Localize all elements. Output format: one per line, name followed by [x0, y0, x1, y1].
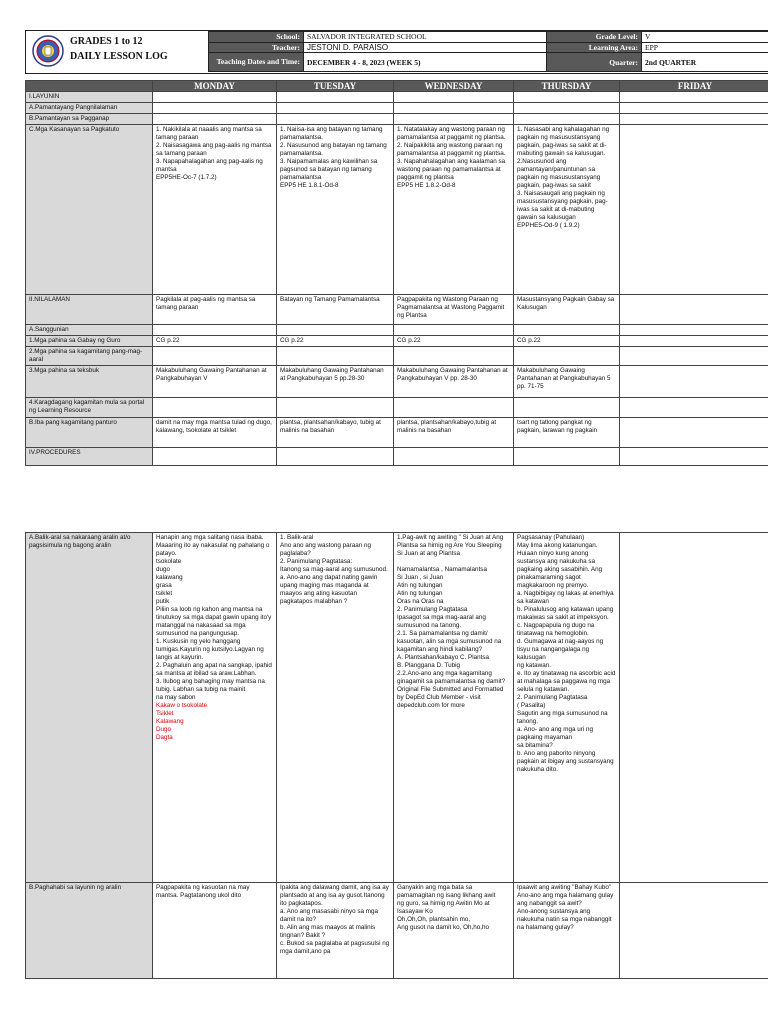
cell-thursday [514, 398, 620, 418]
teacher-value: JESTONI D. PARAISO [304, 42, 547, 53]
header-title-block [26, 31, 209, 71]
cell-wednesday: CG p.22 [394, 336, 514, 347]
row-label: 2.Mga pahina sa kagamitang pang-mag-aaral [26, 347, 153, 366]
cell-thursday [514, 92, 620, 103]
cell-friday [620, 295, 768, 325]
row-label: A.Pamantayang Pangnilalaman [26, 103, 153, 114]
row-label: I.LAYUNIN [26, 92, 153, 103]
cell-tuesday [277, 103, 394, 114]
day-header-monday: MONDAY [153, 81, 277, 92]
row-label: B.Paghahabi sa layunin ng aralin [26, 883, 153, 979]
quarter-value: 2nd QUARTER [642, 53, 768, 72]
day-header-wednesday: WEDNESDAY [394, 81, 514, 92]
cell-friday [620, 533, 768, 883]
table-row [26, 125, 768, 295]
table-row [26, 336, 768, 347]
cell-tuesday [277, 114, 394, 125]
cell-monday [153, 92, 277, 103]
table-row [26, 418, 768, 448]
cell-friday [620, 92, 768, 103]
learning-area-value: EPP [642, 42, 768, 53]
table-row [26, 533, 768, 883]
deped-seal-icon [32, 35, 64, 67]
monday-answer-5: Dagta [156, 734, 173, 741]
cell-friday [620, 418, 768, 448]
lesson-log-table-page2 [25, 532, 768, 979]
row-label: B.Iba pang kagamitang panturo [26, 418, 153, 448]
grade-level-value: V [642, 32, 768, 43]
cell-thursday [514, 448, 620, 466]
cell-tuesday: Ipakita ang dalawang damit, ang isa ay plantsado at ang isa ay gusot.Itanong ito pagkatapos. a. Ano ang masasabi ninyo sa mga damit na ito? b. Alin ang mas maayos at malinis tingnan? Bakit ? c. Bukod sa paglalaba at pagsusulsi ng mga damit,ano pa [277, 883, 394, 979]
monday-activity-text: Hanapin ang mga salitang nasa ibaba. Maaaring ito ay nakasulat ng pahalang o patayo. tsokolate dugo kalawang grasa tsiklet putik Piliin sa loob ng kahon ang mantsa na tinutukoy sa mga dapat gawin upang ito'y matanggal na nakasaad sa mga sumusunod na pangungusap. 1. Kuskusin ng yelo hanggang tumigas.Kayurin ng kutsilyo.Lagyan ng langis at kayurin. 2. Paghaluin ang apat na sangkap, ipahid sa mantsa at ibilad sa araw.Labhan. 3. Ilubog ang bahaging may mantsa na tubig. Labhan sa tubig na mainit na may sabon [156, 534, 272, 701]
cell-tuesday: Makabuluhang Gawaing Pantahanan at Pangkabuhayan 5 pp.28-30 [277, 366, 394, 398]
cell-monday [153, 114, 277, 125]
cell-monday: Pagkilala at pag-aalis ng mantsa sa tamang paraan [153, 295, 277, 325]
teaching-dates-value: DECEMBER 4 - 8, 2023 (WEEK 5) [304, 53, 547, 72]
cell-tuesday [277, 448, 394, 466]
day-header-thursday: THURSDAY [514, 81, 620, 92]
cell-friday [620, 114, 768, 125]
school-label: School: [209, 32, 304, 43]
learning-area-label: Learning Area: [547, 42, 642, 53]
cell-wednesday: 1.Pag-awit ng awiting " Si Juan at Ang Plantsa sa himig ng Are You Sleeping Si Juan at ang Plantsa Namamalantsa , Namamalantsa Si Juan , si Juan Atin ng tulungan Atin ng tulungan Oras na Oras na 2. Panimulang Pagtatasa Ipasagot sa mga mag-aaral ang sumusunod na tanong. 2.1. Sa pamamalantsa ng damit/ kasuotan, alin sa mga sumusunod na kagamitan ang hindi kabilang? A. Plantsahan/kabayo C. Plantsa B. Planggana D. Tubig 2.2.Ano-ano ang mga kagamitang ginagamit sa pamamalantsa ng damit? Original File Submitted and Formatted by DepEd Club Member - visit depedclub.com for more [394, 533, 514, 883]
cell-tuesday [277, 347, 394, 366]
table-row [26, 103, 768, 114]
cell-monday [153, 398, 277, 418]
cell-friday [620, 336, 768, 347]
monday-answer-4: Dugo [156, 726, 172, 733]
cell-wednesday [394, 347, 514, 366]
cell-friday [620, 883, 768, 979]
cell-monday [153, 533, 277, 883]
cell-wednesday [394, 398, 514, 418]
teaching-dates-label: Teaching Dates and Time: [209, 53, 304, 72]
table-row [26, 366, 768, 398]
cell-tuesday: Batayan ng Tamang Pamamalantsa [277, 295, 394, 325]
cell-thursday [514, 325, 620, 336]
cell-monday: Pagpapakita ng kasuotan na may mantsa. Pagtatanong ukol dito [153, 883, 277, 979]
table-row [26, 295, 768, 325]
row-label: C.Mga Kasanayan sa Pagkatuto [26, 125, 153, 295]
cell-wednesday [394, 103, 514, 114]
row-label: 1.Mga pahina sa Gabay ng Guro [26, 336, 153, 347]
cell-thursday: CG p.22 [514, 336, 620, 347]
table-row [26, 347, 768, 366]
table-row [26, 448, 768, 466]
cell-friday [620, 448, 768, 466]
day-header-row [26, 81, 768, 92]
cell-tuesday: 1. Naiisa-isa ang batayan ng tamang pamamalantsa. 2. Nasusunod ang batayan ng tamang pamamalantsa. 3. Naipamamalas ang kawilihan sa pagsunod sa batayan ng tamang pamamalantsa EPP5 HE 1.8.1-Od-8 [277, 125, 394, 295]
quarter-label: Quarter: [547, 53, 642, 72]
cell-thursday: 1. Nasasabi ang kahalagahan ng pagkain ng masusustansyang pagkain, pag-iwas sa sakit at di-mabuting gawain sa kalusugan. 2.Nasusunod ang pamantayan/panuntunan sa pagkain ng masusustansyang pagkain, pag-iwas sa sakit 3. Naisasaugali ang pagkain ng masusustansyang pagkain, pag-iwas sa sakit at di-mabuting gawain sa kalusugan EPPHE5-Od-9 ( 1.9.2) [514, 125, 620, 295]
monday-answer-1: Kakaw o tsokolate [156, 702, 208, 709]
cell-monday [153, 347, 277, 366]
cell-wednesday: plantsa, plantsahan/kabayo,tubig at malinis na basahan [394, 418, 514, 448]
cell-monday: CG p.22 [153, 336, 277, 347]
row-label: II.NILALAMAN [26, 295, 153, 325]
row-label: 4.Karagdagang kagamitan mula sa portal ng Learning Resource [26, 398, 153, 418]
cell-thursday: Masustansyang Pagkain Gabay sa Kalusugan [514, 295, 620, 325]
cell-wednesday [394, 325, 514, 336]
cell-thursday: Makabuluhang Gawaing Pantahanan at Pangkabuhayan 5 pp. 71-75 [514, 366, 620, 398]
row-label: 3.Mga pahina sa teksbuk [26, 366, 153, 398]
lesson-log-header [25, 30, 768, 74]
cell-tuesday: 1. Balik-aral Ano ano ang wastong paraan ng paglalaba? 2. Panimulang Pagtatasa: Itanong sa mag-aaral ang sumusunod. a. Ano-ano ang dapat nating gawin upang maging mas maganda at maayos ang ating kasuotan pagkatapos malabhan ? [277, 533, 394, 883]
cell-thursday: tsart ng tatlong pangkat ng pagkain, larawan ng pagkain [514, 418, 620, 448]
grade-level-label: Grade Level: [547, 32, 642, 43]
cell-friday [620, 347, 768, 366]
header-info-table [208, 31, 768, 72]
cell-monday [153, 448, 277, 466]
cell-tuesday: CG p.22 [277, 336, 394, 347]
cell-wednesday: Makabuluhang Gawaing Pantahanan at Pangkabuhayan V pp. 28-30 [394, 366, 514, 398]
cell-wednesday [394, 114, 514, 125]
cell-friday [620, 103, 768, 114]
day-header-blank [26, 81, 153, 92]
cell-thursday [514, 103, 620, 114]
table-row [26, 883, 768, 979]
table-row [26, 325, 768, 336]
monday-answer-2: Tsiklet [156, 710, 174, 717]
cell-thursday: Ipaawit ang awiting "Bahay Kubo" Ano-ano ang mga halamang gulay ang nabanggit sa awit? Ano-anong sustansya ang nakukuha natin sa mga nabanggit na halamang gulay? [514, 883, 620, 979]
cell-thursday [514, 114, 620, 125]
day-header-tuesday: TUESDAY [277, 81, 394, 92]
cell-friday [620, 398, 768, 418]
cell-monday: Makabuluhang Gawaing Pantahanan at Pangkabuhayan V [153, 366, 277, 398]
cell-friday [620, 366, 768, 398]
row-label: A.Balik-aral sa nakaraang aralin at/o pagsisimula ng bagong aralin [26, 533, 153, 883]
cell-monday: 1. Nakikilala at naaalis ang mantsa sa tamang paraan 2. Naisasagawa ang pag-aalis ng mantsa sa tamang paraan 3. Napapahalagahan ang pag-aalis ng mantsa EPP5HE-Oc-7 (1.7.2) [153, 125, 277, 295]
cell-friday [620, 325, 768, 336]
row-label: B.Pamantayan sa Pagganap [26, 114, 153, 125]
cell-monday: damit na may mga mantsa tulad ng dugo, kalawang, tsokolate at tsiklet [153, 418, 277, 448]
cell-thursday [514, 347, 620, 366]
monday-answer-3: Kalawang [156, 718, 184, 725]
cell-friday [620, 125, 768, 295]
table-row [26, 398, 768, 418]
cell-wednesday: 1. Natatalakay ang wastong paraan ng pamamalantsa at paggamit ng plantsa. 2. Naipakikita ang wastong paraan ng pamamalantsa at paggamit ng plantsa. 3. Napahahalagahan ang kaalaman sa wastong paraan ng pamamalantsa at paggamit ng plantsa EPP5 HE 1.8.2-Od-8 [394, 125, 514, 295]
table-row [26, 92, 768, 103]
cell-wednesday [394, 448, 514, 466]
cell-monday [153, 103, 277, 114]
cell-thursday: Pagsasanay (Pahulaan) May lima akong katanungan. Huiaan ninyo kung anong sustansya ang nakukuha sa pagkaing aking sasabihin. Ang pinakamaraming sagot magkakaroon ng premyo. a. Nagbibigay ng lakas at enerhiya sa katawan b. Pinalulusog ang katawan upang makaiwas sa sakit at impeksyon. c. Nagpapapula ng dugo na tinatawag na hemoglobin. d. Gumagawa at nag-aayos ng tisyu na nangangalaga ng kalusugan ng katawan. e. Ito ay tinatawag na ascorbic acid at mahalaga sa paggawa ng mga selula ng katawan. 2. Panimulang Pagtatasa ( Pasalita) Sagutin ang mga sumusunod na tanong. a. Ano- ano ang mga uri ng pagkaing mayaman sa bitamina? b. Ano ang paborito ninyong pagkain at ibigay ang sustansyang nakukuha dito. [514, 533, 620, 883]
table-row [26, 114, 768, 125]
form-title-line1: GRADES 1 to 12 [70, 36, 143, 47]
day-header-friday: FRIDAY [620, 81, 768, 92]
cell-monday [153, 325, 277, 336]
cell-tuesday [277, 325, 394, 336]
cell-wednesday: Ganyakin ang mga bata sa pamamagitan ng isang likhang awit ng guro, sa himig ng Awitin Mo at Isasayaw Ko Oh,Oh,Oh, plantsahin mo, Ang gusot na damit ko, Oh,ho,ho [394, 883, 514, 979]
lesson-log-table-page1 [25, 80, 768, 466]
teacher-label: Teacher: [209, 42, 304, 53]
cell-tuesday [277, 92, 394, 103]
cell-tuesday: plantsa, plantsahan/kabayo, tubig at malinis na basahan [277, 418, 394, 448]
cell-wednesday [394, 92, 514, 103]
row-label: IV.PROCEDURES [26, 448, 153, 466]
form-title-line2: DAILY LESSON LOG [70, 51, 168, 62]
cell-wednesday: Pagpapakita ng Wastong Paraan ng Pagmamalantsa at Wastong Paggamit ng Plantsa [394, 295, 514, 325]
school-value: SALVADOR INTEGRATED SCHOOL [304, 32, 547, 43]
cell-tuesday [277, 398, 394, 418]
row-label: A.Sanggunian [26, 325, 153, 336]
